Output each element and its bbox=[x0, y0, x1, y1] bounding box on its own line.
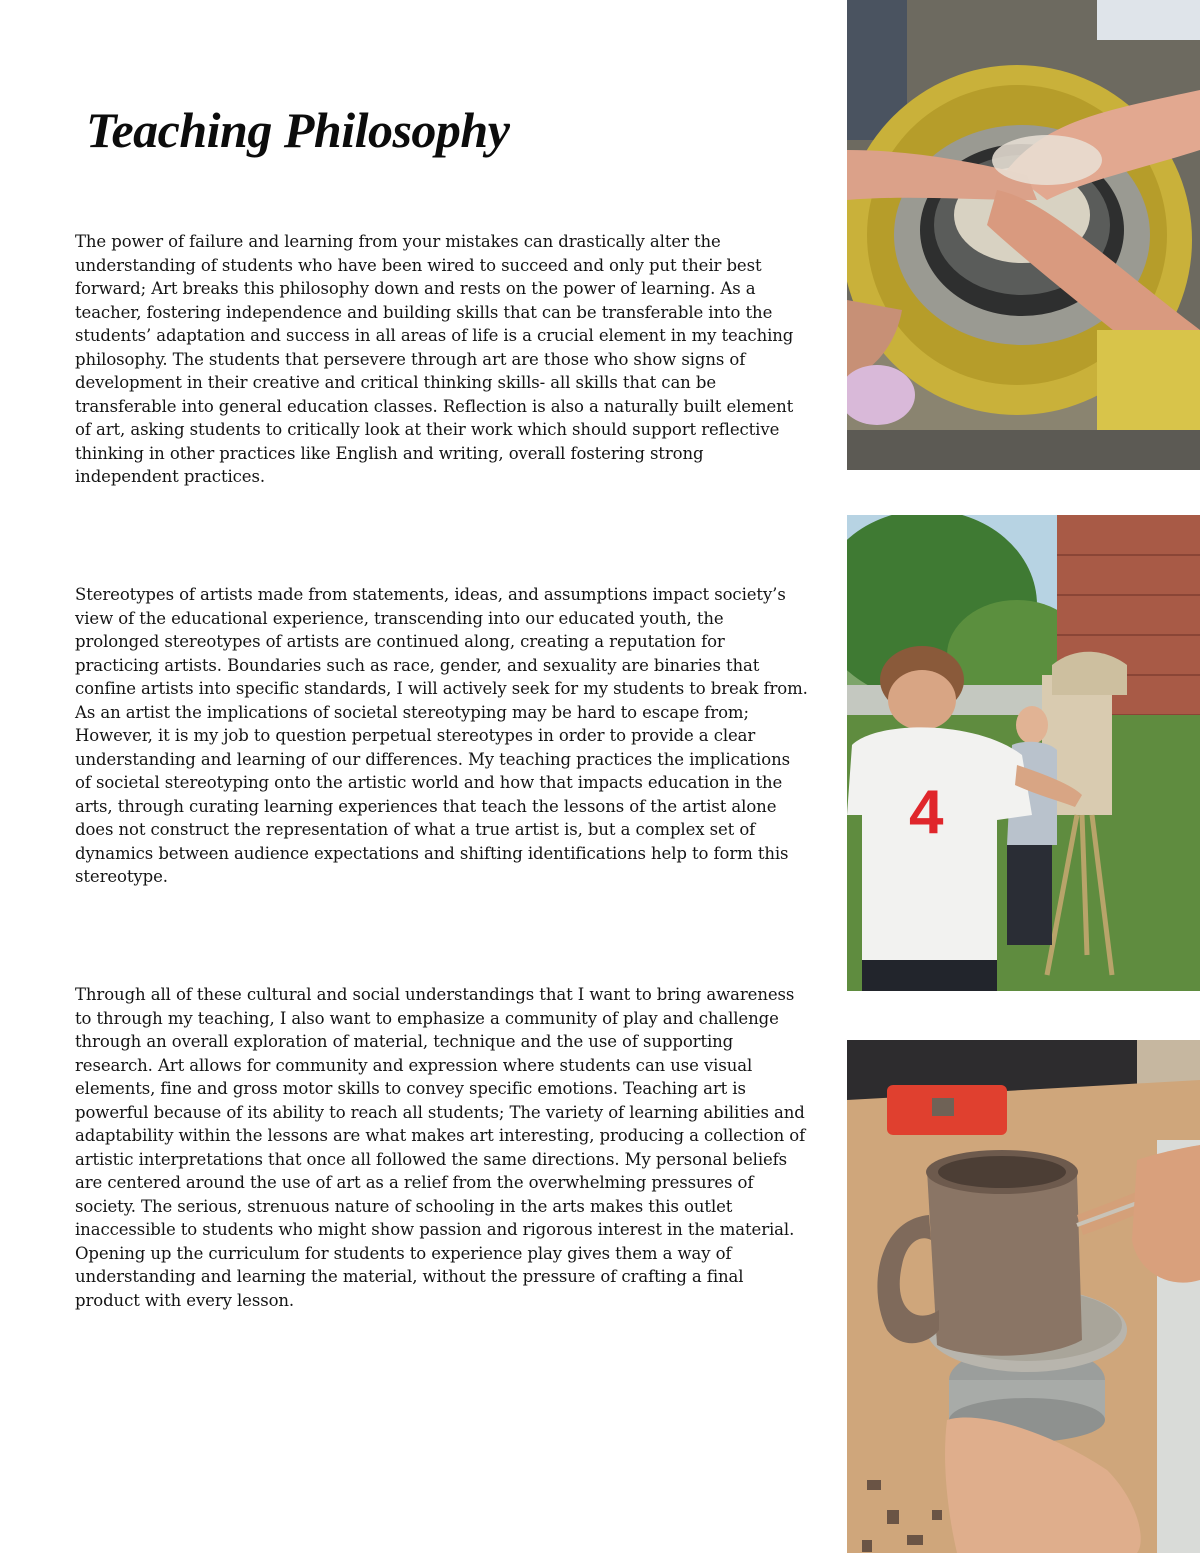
page-title: Teaching Philosophy bbox=[86, 102, 510, 158]
paragraph-community-of-play: Through all of these cultural and social understandings that I want to bring awareness to through my teaching, I also want to emphasize a community of play and challenge through an overall exploration of material, technique and the use of supporting research. Art allows for community and expression where students can use visual elements, fine and gross motor skills to convey specific emotions. Teaching art is powerful because of its ability to reach all students; The variety of learning abilities and adaptability within the lessons are what makes art interesting, producing a collection of artistic interpretations that once all followed the same directions. My personal beliefs are centered around the use of art as a relief from the overwhelming pressures of society. The serious, strenuous nature of schooling in the arts makes this outlet inaccessible to students who might show passion and rigorous interest in the material. Opening up the curriculum for students to experience play gives them a way of understanding and learning the material, without the pressure of crafting a final product with every lesson. bbox=[75, 985, 806, 1310]
pottery-wheel-photo bbox=[847, 0, 1200, 470]
clay-mug-photo bbox=[847, 1040, 1200, 1553]
jersey-number: 4 bbox=[909, 778, 944, 847]
clay-mug-illustration bbox=[847, 1040, 1200, 1553]
easel-drawing-illustration bbox=[847, 515, 1200, 991]
pottery-wheel-illustration bbox=[847, 0, 1200, 470]
paragraph-failure-and-learning: The power of failure and learning from your mistakes can drastically alter the understanding of students who have been wired to succeed and only put their best forward; Art breaks this philosophy down and rests on the power of learning. As a teacher, fostering independence and building skills that can be transferable into the students’ adaptation and success in all areas of life is a crucial element in my teaching philosophy. The students that persevere through art are those who show signs of development in their creative and critical thinking skills- all skills that can be transferable into general education classes. Reflection is also a naturally built element of art, asking students to critically look at their work which should support reflective thinking in other practices like English and writing, overall fostering strong independent practices. bbox=[75, 232, 794, 486]
paragraph-artist-stereotypes: Stereotypes of artists made from statements, ideas, and assumptions impact society’s view of the educational experience, transcending into our educated youth, the prolonged stereotypes of artists are continued along, creating a reputation for practicing artists. Boundaries such as race, gender, and sexuality are binaries that confine artists into specific standards, I will actively seek for my students to break from. As an artist the implications of societal stereotyping may be hard to escape from; However, it is my job to question perpetual stereotypes in order to provide a clear understanding and learning of our differences. My teaching practices the implications of societal stereotyping onto the artistic world and how that impacts education in the arts, through curating learning experiences that teach the lessons of the artist alone does not construct the representation of what a true artist is, but a complex set of dynamics between audience expectations and shifting identifications help to form this stereotype. bbox=[75, 585, 808, 886]
easel-drawing-photo bbox=[847, 515, 1200, 991]
